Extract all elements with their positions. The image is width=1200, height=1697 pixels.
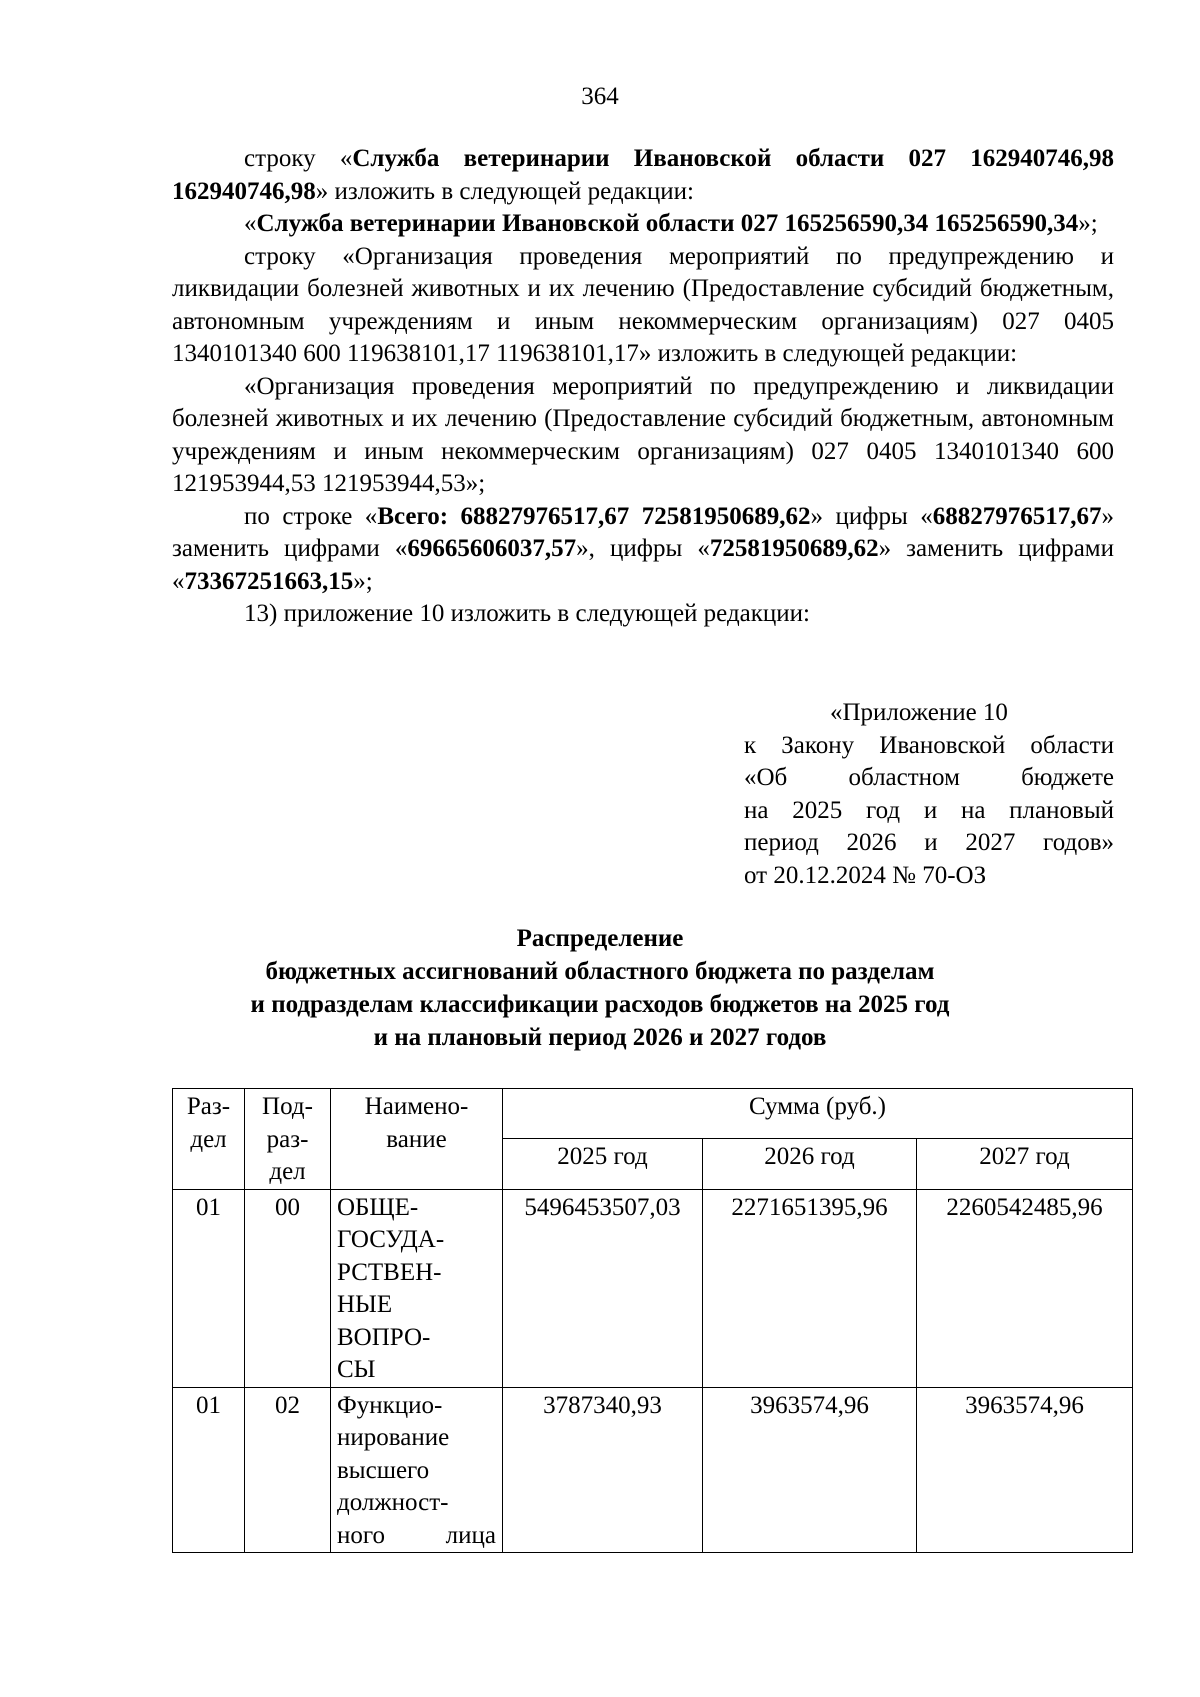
cell-2025: 3787340,93: [503, 1387, 703, 1553]
p1-prefix: строку «: [244, 145, 353, 172]
p5-bold: 72581950689,62: [709, 535, 879, 562]
title-line: и на плановый период 2026 и 2027 годов: [373, 1024, 827, 1051]
p5-bold: 73367251663,15: [184, 567, 354, 595]
header-section: [173, 1089, 245, 1190]
p5-text: », цифры «: [576, 535, 710, 562]
cell-name: [331, 1387, 503, 1553]
p5-text: » цифры «: [810, 502, 933, 530]
cell-2026: 3963574,96: [703, 1387, 917, 1553]
appendix-line: от 20.12.2024 № 70-ОЗ: [744, 861, 987, 889]
header-text: дел: [190, 1125, 227, 1153]
name-line: ВОПРО-: [337, 1323, 431, 1351]
header-name: [331, 1089, 503, 1190]
p5-bold: 68827976517,67: [932, 502, 1102, 530]
paragraph-6: 13) приложение 10 изложить в следующей редакции:: [244, 600, 810, 627]
cell-2027: 3963574,96: [917, 1387, 1133, 1553]
header-2025: 2025 год: [503, 1139, 703, 1189]
header-text: дел: [269, 1158, 306, 1185]
header-text: раз-: [266, 1125, 309, 1153]
appendix-line: «Об областном бюджете: [744, 764, 1114, 791]
p2-prefix: «: [244, 210, 257, 237]
name-line: НЫЕ: [337, 1291, 393, 1318]
budget-table: [172, 1088, 1133, 1553]
header-text: Под-: [262, 1093, 313, 1120]
title-line: и подразделам классификации расходов бюджетов на 2025 год: [250, 991, 950, 1018]
name-line: ного лица: [337, 1521, 496, 1549]
header-subsection: [245, 1089, 331, 1190]
p1-bold: Служба ветеринарии Ивановской области 027 162940746,98 162940746,98: [172, 145, 1114, 205]
cell-name: [331, 1189, 503, 1387]
name-line: РСТВЕН-: [337, 1258, 442, 1286]
amendment-text: [172, 143, 1114, 631]
appendix-line: «Приложение 10: [830, 699, 1008, 726]
table-row: [173, 1387, 1133, 1553]
name-line: нирование: [337, 1424, 450, 1451]
table-row: [173, 1189, 1133, 1387]
cell-section: 01: [173, 1387, 245, 1553]
document-title: [0, 922, 1200, 1054]
name-line: Функцио-: [337, 1391, 443, 1419]
name-line: должност-: [337, 1489, 449, 1516]
header-row: [173, 1089, 1133, 1139]
p2-suffix: »;: [1078, 210, 1098, 237]
header-2026: 2026 год: [703, 1139, 917, 1189]
cell-2026: 2271651395,96: [703, 1189, 917, 1387]
paragraph-4: «Организация проведения мероприятий по предупреждению и ликвидации болезней животных и их лечению (Предоставление субсидий бюджетным, автономным учреждениям и иным некоммерческим организациям) 027 0405 1340101340 600 121953944,53 121953944,53»;: [172, 372, 1114, 497]
appendix-line: на 2025 год и на плановый: [744, 796, 1114, 824]
cell-section: 01: [173, 1189, 245, 1387]
header-text: Наимено-: [364, 1093, 469, 1120]
p5-bold: 69665606037,57: [407, 535, 577, 562]
p5-text: » заменить цифрами «: [172, 535, 1114, 595]
name-line: ОБЩЕ-: [337, 1193, 419, 1221]
page-number: 364: [581, 83, 619, 110]
cell-subsection: 02: [245, 1387, 331, 1553]
paragraph-2: [172, 208, 1114, 241]
paragraph-3: строку «Организация проведения мероприятий по предупреждению и ликвидации болезней животных и их лечению (Предоставление субсидий бюджетным, автономным учреждениям и иным некоммерческим организациям) 027 0405 1340101340 600 119638101,17 119638101,17» изложить в следующей редакции:: [172, 242, 1114, 367]
paragraph-1: [172, 143, 1114, 208]
title-line: Распределение: [516, 925, 684, 952]
cell-2025: 5496453507,03: [503, 1189, 703, 1387]
p5-text: »;: [353, 567, 373, 595]
header-text: Раз-: [186, 1093, 231, 1120]
paragraph-5: [172, 501, 1114, 599]
title-line: бюджетных ассигнований областного бюджета по разделам: [265, 958, 935, 985]
p5-text: » заменить цифрами «: [172, 502, 1114, 562]
cell-2027: 2260542485,96: [917, 1189, 1133, 1387]
header-text: вание: [386, 1125, 447, 1153]
appendix-header: [744, 697, 1114, 892]
name-line: ГОСУДА-: [337, 1226, 445, 1253]
appendix-line: к Закону Ивановской области: [744, 731, 1114, 759]
header-2027: 2027 год: [917, 1139, 1133, 1189]
p5-bold: Всего: 68827976517,67 72581950689,62: [377, 502, 811, 530]
name-line: СЫ: [337, 1356, 376, 1383]
cell-subsection: 00: [245, 1189, 331, 1387]
name-line: высшего: [337, 1456, 430, 1484]
p5-text: по строке «: [244, 502, 378, 530]
header-sum: Сумма (руб.): [503, 1089, 1133, 1139]
p1-suffix: » изложить в следующей редакции:: [315, 177, 694, 205]
p2-bold: Служба ветеринарии Ивановской области 027 165256590,34 165256590,34: [256, 210, 1079, 237]
appendix-line: период 2026 и 2027 годов»: [744, 829, 1114, 856]
